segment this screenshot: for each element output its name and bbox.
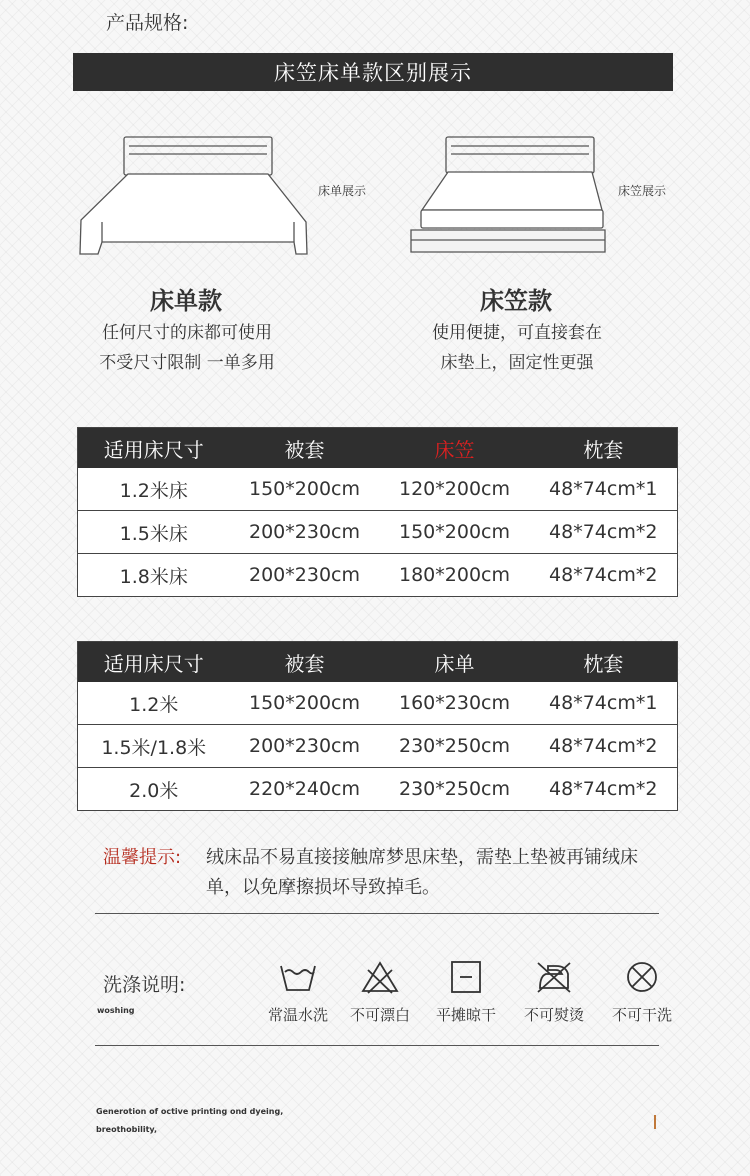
table-cell: 48*74cm*2 — [530, 511, 678, 554]
wash-item-no-bleach — [340, 960, 420, 1025]
footer-accent-mark — [654, 1115, 656, 1129]
table-cell: 48*74cm*1 — [530, 468, 678, 511]
table-row — [78, 725, 678, 768]
tip-label: 温馨提示: — [103, 847, 182, 868]
footer-line-2: breothobility, — [96, 1125, 158, 1134]
col-pillowcase: 枕套 — [530, 642, 678, 683]
table-row — [78, 511, 678, 554]
table-cell: 48*74cm*2 — [530, 768, 678, 811]
table-cell: 1.2米床 — [78, 468, 230, 511]
no-bleach-icon — [360, 960, 400, 994]
sheet-style-desc-2: 不受尺寸限制 一单多用 — [99, 353, 275, 373]
table-cell: 48*74cm*2 — [530, 725, 678, 768]
sheet-style-title: 床单款 — [150, 287, 222, 315]
dry-flat-icon — [446, 960, 486, 994]
divider — [95, 913, 659, 914]
table-cell: 150*200cm — [230, 682, 380, 725]
table-cell: 230*250cm — [380, 725, 530, 768]
spec-title: 产品规格: — [106, 12, 189, 34]
washing-subtitle: woshing — [97, 1006, 135, 1015]
col-pillowcase: 枕套 — [530, 428, 678, 469]
table-row — [78, 682, 678, 725]
wash-label: 不可漂白 — [349, 1006, 410, 1024]
table-header-row — [78, 642, 678, 683]
col-bed-size: 适用床尺寸 — [78, 428, 230, 469]
table-cell: 1.2米 — [78, 682, 230, 725]
table-cell: 200*230cm — [230, 725, 380, 768]
fitted-sheet-bed-illustration — [408, 134, 608, 258]
wash-label: 不可熨烫 — [523, 1006, 584, 1024]
table-header-row — [78, 428, 678, 469]
col-flat-sheet: 床单 — [380, 642, 530, 683]
table-cell: 230*250cm — [380, 768, 530, 811]
col-duvet-cover: 被套 — [230, 428, 380, 469]
col-bed-size: 适用床尺寸 — [78, 642, 230, 683]
divider — [95, 1045, 659, 1046]
no-iron-icon — [534, 960, 574, 994]
table-cell: 48*74cm*2 — [530, 554, 678, 597]
washing-title: 洗涤说明: — [103, 974, 186, 996]
table-cell: 120*200cm — [380, 468, 530, 511]
wash-item-no-dry-clean — [602, 960, 682, 1025]
wash-label: 不可干洗 — [611, 1006, 672, 1024]
table-cell: 2.0米 — [78, 768, 230, 811]
banner-title: 床笠床单款区别展示 — [274, 61, 472, 85]
col-fitted-sheet: 床笠 — [380, 428, 530, 469]
table-cell: 150*200cm — [230, 468, 380, 511]
wash-label: 常温水洗 — [267, 1006, 328, 1024]
fitted-size-table — [77, 427, 678, 597]
fitted-illustration-label: 床笠展示 — [618, 184, 667, 198]
wash-item-no-iron — [514, 960, 594, 1025]
sheet-style-desc-1: 任何尺寸的床都可使用 — [102, 323, 272, 343]
table-cell: 200*230cm — [230, 554, 380, 597]
wash-item-dry-flat — [426, 960, 506, 1025]
footer-line-1: Generotion of octive printing ond dyeing, — [96, 1107, 284, 1116]
table-cell: 150*200cm — [380, 511, 530, 554]
sheet-size-table — [77, 641, 678, 811]
table-cell: 160*230cm — [380, 682, 530, 725]
wash-tub-icon — [278, 960, 318, 994]
table-row — [78, 468, 678, 511]
wash-label: 平摊晾干 — [435, 1006, 496, 1024]
flat-sheet-bed-illustration — [76, 134, 316, 260]
wash-item-normal-water — [258, 960, 338, 1025]
table-row — [78, 768, 678, 811]
table-cell: 1.5米床 — [78, 511, 230, 554]
fitted-style-desc-2: 床垫上，固定性更强 — [440, 353, 594, 373]
table-row — [78, 554, 678, 597]
table-cell: 220*240cm — [230, 768, 380, 811]
no-dry-clean-icon — [622, 960, 662, 994]
sheet-illustration-label: 床单展示 — [318, 184, 367, 198]
table-cell: 48*74cm*1 — [530, 682, 678, 725]
fitted-style-desc-1: 使用便捷，可直接套在 — [432, 323, 602, 343]
col-duvet-cover: 被套 — [230, 642, 380, 683]
fitted-style-title: 床笠款 — [480, 287, 552, 315]
section-banner — [73, 53, 673, 91]
table-cell: 200*230cm — [230, 511, 380, 554]
table-cell: 180*200cm — [380, 554, 530, 597]
tip-text: 绒床品不易直接接触席梦思床垫，需垫上垫被再铺绒床单，以免摩擦损坏导致掉毛。 — [206, 847, 638, 898]
table-cell: 1.8米床 — [78, 554, 230, 597]
table-cell: 1.5米/1.8米 — [78, 725, 230, 768]
